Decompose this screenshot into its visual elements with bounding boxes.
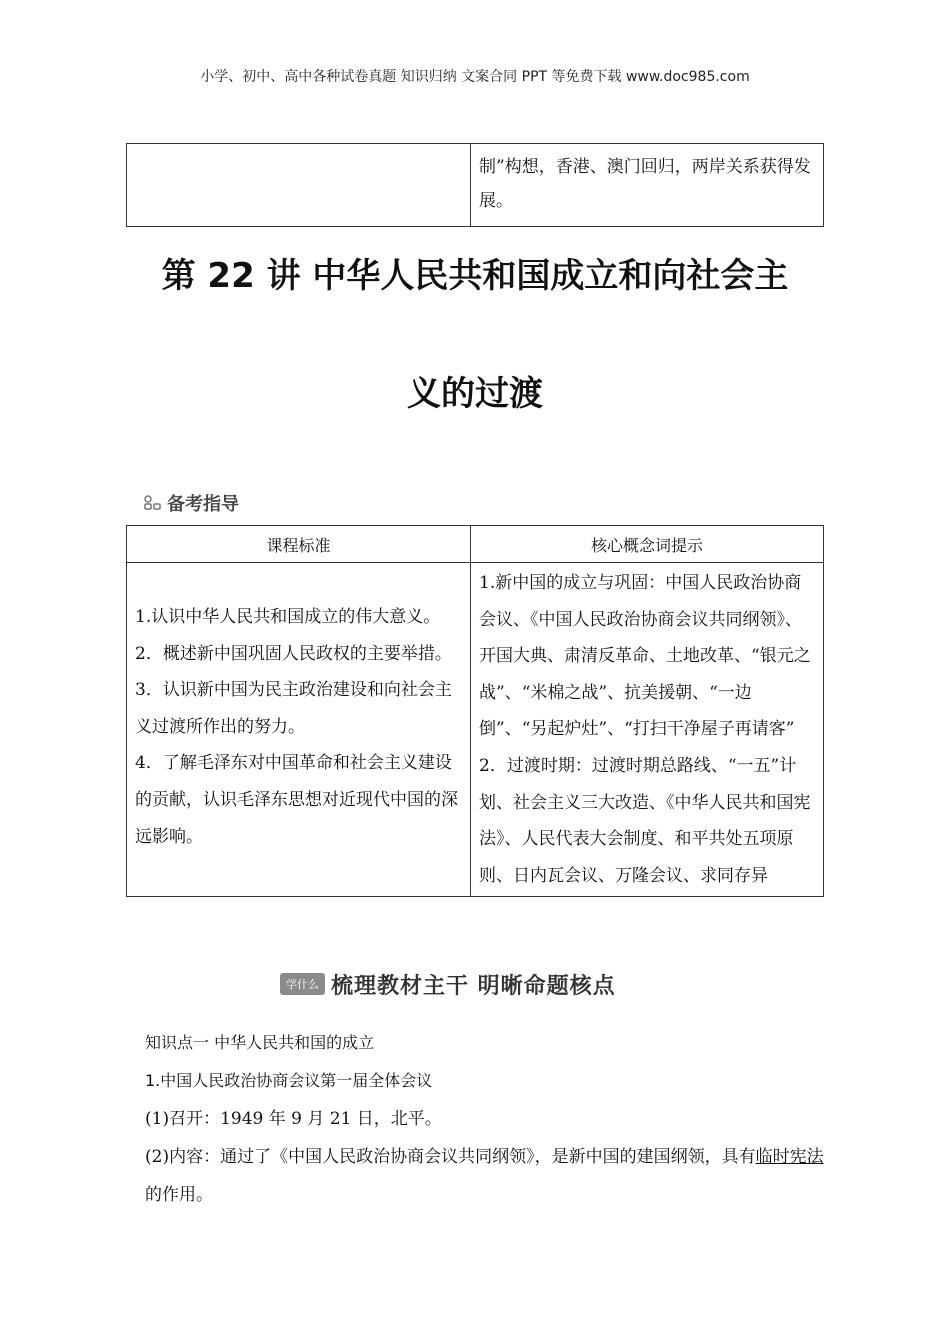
- section-banner: [280, 966, 674, 1002]
- prep-guide-text: 备考指导: [167, 494, 239, 515]
- standards-cell: [127, 563, 471, 897]
- header-concepts: 核心概念词提示: [471, 526, 824, 563]
- concepts-cell: [471, 563, 824, 897]
- standard-item: 3．认识新中国为民主政治建设和向社会主义过渡所作出的努力。: [135, 680, 452, 737]
- paragraph-convene: (1)召开：1949 年 9 月 21 日，北平。: [145, 1109, 442, 1129]
- prep-guide-label: [143, 490, 239, 516]
- continued-table: [126, 143, 824, 227]
- lesson-title-line1: 第 22 讲 中华人民共和国成立和向社会主: [161, 256, 789, 296]
- lesson-title-line2: 义的过渡: [407, 374, 543, 414]
- knowledge-point-title: 知识点一 中华人民共和国的成立: [145, 1033, 375, 1052]
- header-standards: 课程标准: [127, 526, 471, 563]
- concept-item: 2．过渡时期：过渡时期总路线、“一五”计划、社会主义三大改造、《中华人民共和国宪法》、人民代表大会制度、和平共处五项原则、日内瓦会议、万隆会议、求同存异: [479, 755, 811, 886]
- paragraph-content: [145, 1138, 825, 1214]
- subsection-title: 1.中国人民政治协商会议第一届全体会议: [145, 1071, 433, 1090]
- p2-text-before: (2)内容：通过了《中国人民政治协商会议共同纲领》，是新中国的建国纲领，具有: [145, 1147, 756, 1167]
- guide-icon: [143, 495, 163, 511]
- banner-text: 梳理教材主干 明晰命题核点: [331, 973, 616, 999]
- continued-left-cell: [127, 144, 471, 227]
- guide-table: [126, 525, 824, 897]
- continued-right-cell: 制”构想，香港、澳门回归，两岸关系获得发展。: [471, 144, 824, 227]
- standard-item: 2．概述新中国巩固人民政权的主要举措。: [135, 643, 452, 664]
- page-header: 小学、初中、高中各种试卷真题 知识归纳 文案合同 PPT 等免费下载 www.doc985.com: [200, 69, 750, 85]
- standard-item: 1.认识中华人民共和国成立的伟大意义。: [135, 607, 441, 627]
- p2-underlined-term: 临时宪法: [755, 1147, 824, 1167]
- p2-text-after: 的作用。: [145, 1185, 213, 1205]
- concept-item: 1.新中国的成立与巩固：中国人民政治协商会议、《中国人民政治协商会议共同纲领》、开国大典、肃清反革命、土地改革、“银元之战”、“米棉之战”、抗美援朝、“一边倒”、“另起炉灶”、“打扫干净屋子再请客”: [479, 573, 811, 740]
- banner-tag: 学什么: [280, 973, 325, 995]
- standard-item: 4．了解毛泽东对中国革命和社会主义建设的贡献，认识毛泽东思想对近现代中国的深远影响。: [135, 753, 458, 847]
